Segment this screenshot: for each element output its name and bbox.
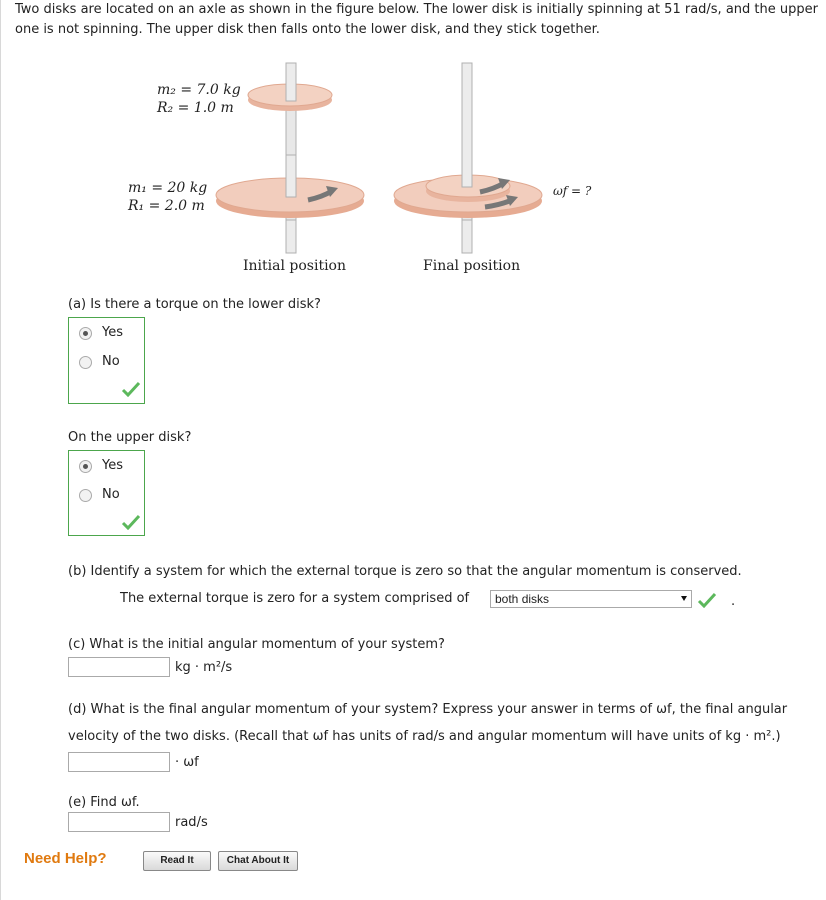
part-d-unit: · ωf [175, 755, 199, 770]
radio-no-lower[interactable] [79, 356, 92, 369]
part-a-lower-answer-box [68, 317, 145, 404]
system-select[interactable] [490, 590, 692, 608]
part-e-question: (e) Find ωf. [68, 795, 140, 810]
radio-no-upper[interactable] [79, 489, 92, 502]
option-no-lower[interactable]: No [79, 352, 120, 372]
part-d-line2: velocity of the two disks. (Recall that ωf has units of rad/s and angular momentum will have units of kg · m².) [68, 729, 781, 744]
r1-label: R₁ = 2.0 m [128, 198, 205, 214]
part-b-question: (b) Identify a system for which the external torque is zero so that the angular momentum is conserved. [68, 564, 742, 579]
chevron-down-icon [681, 596, 687, 601]
part-a-upper-answer-box [68, 450, 145, 536]
correct-check-icon [121, 381, 141, 397]
m1-label: m₁ = 20 kg [128, 180, 208, 196]
final-position-label: Final position [423, 258, 521, 274]
option-no-upper[interactable]: No [79, 485, 120, 505]
omega-final-label: ωf = ? [553, 184, 592, 198]
radio-yes-upper[interactable] [79, 460, 92, 473]
final-angular-momentum-input[interactable] [68, 752, 170, 772]
system-select-value: both disks [495, 592, 550, 606]
option-yes-lower[interactable]: Yes [79, 323, 123, 343]
option-yes-upper[interactable]: Yes [79, 456, 123, 476]
chat-about-it-button[interactable]: Chat About It [218, 851, 298, 871]
part-b-prefix: The external torque is zero for a system comprised of [120, 591, 470, 606]
correct-check-icon [697, 592, 717, 608]
initial-angular-momentum-input[interactable] [68, 657, 170, 677]
part-a-question: (a) Is there a torque on the lower disk? [68, 297, 321, 312]
omega-final-input[interactable] [68, 812, 170, 832]
radio-yes-lower[interactable] [79, 327, 92, 340]
part-c-unit: kg · m²/s [175, 660, 233, 675]
read-it-button[interactable]: Read It [143, 851, 211, 871]
r2-label: R₂ = 1.0 m [157, 100, 234, 116]
need-help-label: Need Help? [24, 850, 107, 867]
part-c-question: (c) What is the initial angular momentum of your system? [68, 637, 445, 652]
part-e-unit: rad/s [175, 815, 208, 830]
m2-label: m₂ = 7.0 kg [157, 82, 241, 98]
part-b-suffix: . [731, 594, 736, 609]
initial-position-label: Initial position [243, 258, 347, 274]
part-a-upper-question: On the upper disk? [68, 430, 192, 445]
problem-intro: Two disks are located on an axle as shown in the figure below. The lower disk is initially spinning at 51 rad/s, and the upper one is not spinning. The upper disk then falls onto the lower disk, and they stick together. [15, 2, 818, 37]
correct-check-icon [121, 514, 141, 530]
part-d-line1: (d) What is the final angular momentum of your system? Express your answer in terms of ωf, the final angular [68, 702, 788, 717]
